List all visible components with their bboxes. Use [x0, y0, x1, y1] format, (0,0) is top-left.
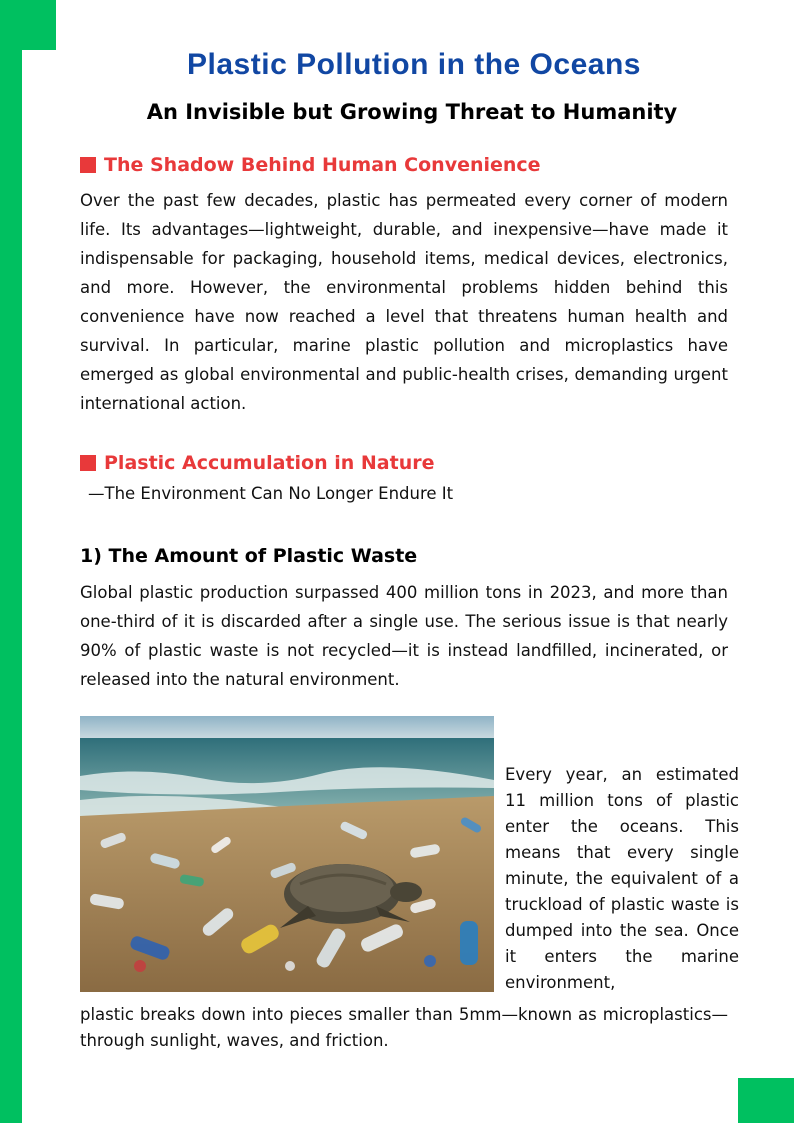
section-heading-convenience: [80, 154, 541, 176]
section-heading-label: Plastic Accumulation in Nature: [104, 452, 435, 474]
subsection-heading: 1) The Amount of Plastic Waste: [80, 545, 418, 567]
section-heading-accumulation: [80, 452, 435, 474]
red-square-bullet-icon: [80, 455, 96, 471]
page-subtitle: An Invisible but Growing Threat to Humanity: [146, 100, 678, 124]
red-square-bullet-icon: [80, 157, 96, 173]
side-paragraph: Every year, an estimated 11 million tons of plastic enter the oceans. This means that every single minute, the equivalent of a truckload of plastic waste is dumped into the sea. Once it enters the marine environment,: [505, 765, 739, 992]
section-body-convenience: Over the past few decades, plastic has permeated every corner of modern life. Its advantages—lightweight, durable, and inexpensive—have made it indispensable for packaging, household items, medical devices, electronics, and more. However, the environmental problems hidden behind this convenience have now reached a level that threatens human health and survival. In particular, marine plastic pollution and microplastics have emerged as global environmental and public-health crises, demanding urgent international action.: [80, 191, 728, 413]
section-subnote: —The Environment Can No Longer Endure It: [88, 484, 454, 503]
subsection-body: Global plastic production surpassed 400 million tons in 2023, and more than one-third of it is discarded after a single use. The serious issue is that nearly 90% of plastic waste is not recycled—it is instead landfilled, incinerated, or released into the natural environment.: [80, 583, 728, 689]
continuation-paragraph: plastic breaks down into pieces smaller than 5mm—known as microplastics—through sunlight, waves, and friction.: [80, 1005, 728, 1050]
top-left-green-tab: [0, 0, 56, 50]
page-title: Plastic Pollution in the Oceans: [187, 48, 641, 81]
left-green-bar: [0, 0, 22, 1123]
beach-plastic-turtle-photo: [80, 716, 494, 992]
section-heading-label: The Shadow Behind Human Convenience: [104, 154, 541, 176]
bottom-right-green-block: [738, 1078, 794, 1123]
